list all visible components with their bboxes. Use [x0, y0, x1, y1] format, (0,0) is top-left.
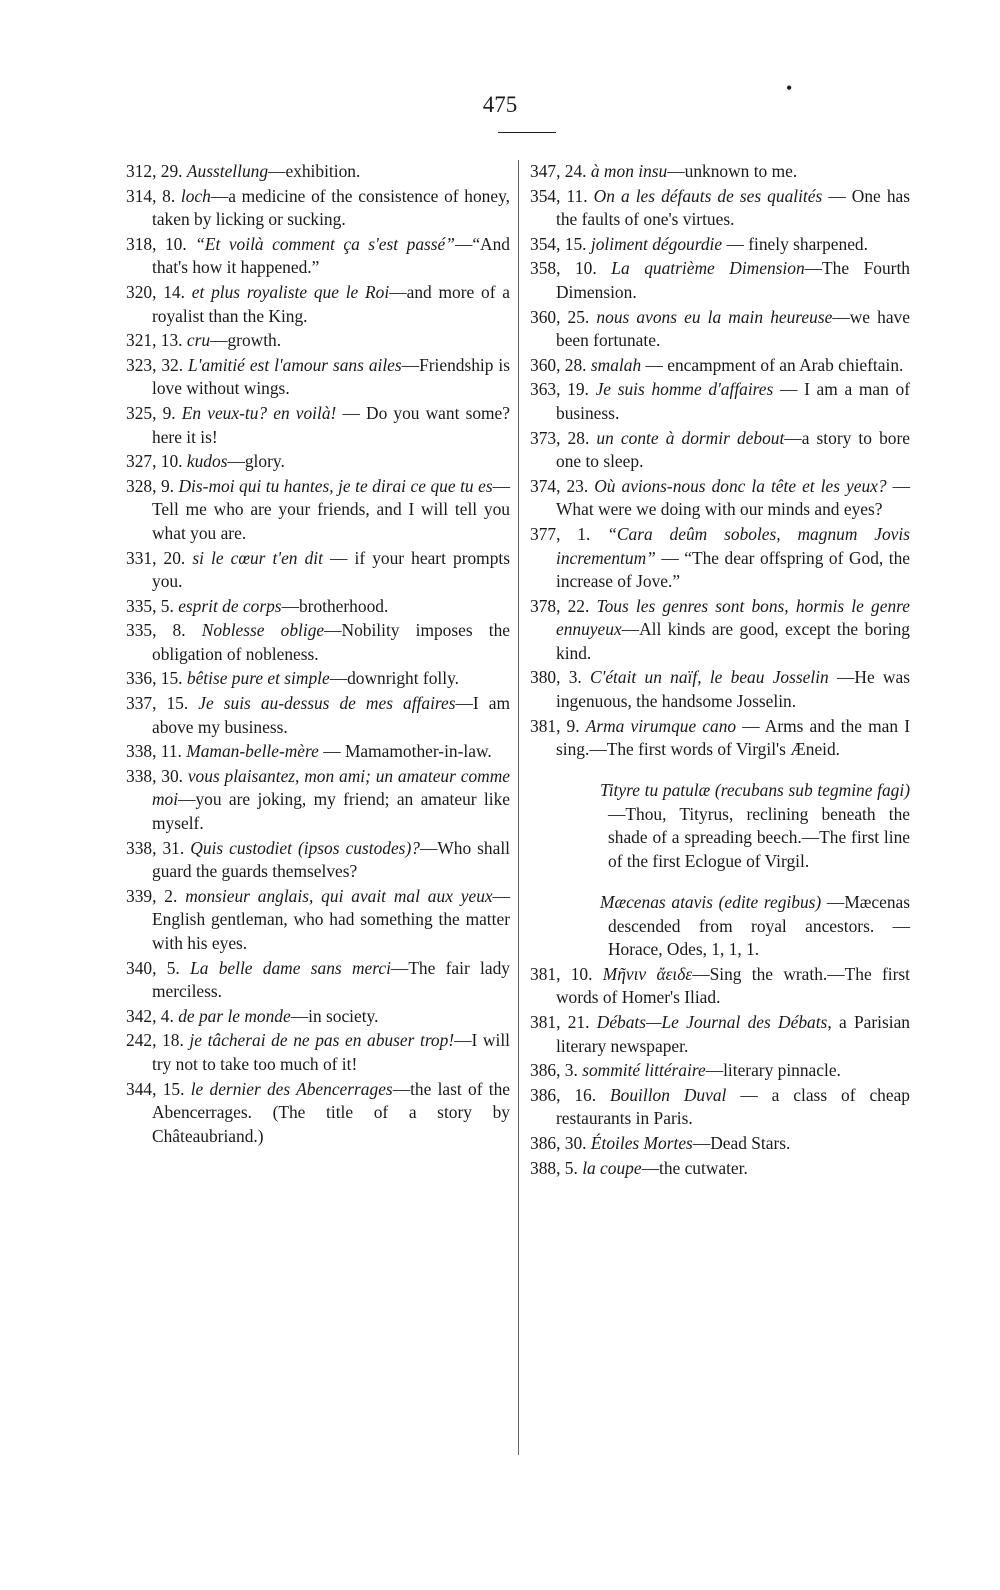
entry-gloss: growth. — [227, 330, 282, 351]
entry-gloss: One has the faults of one's virtues. — [556, 185, 910, 230]
column-divider — [518, 160, 519, 1455]
entry-reference: 347, 24. — [530, 161, 587, 181]
entry-separator: — — [336, 402, 367, 423]
entry-separator: — — [641, 1157, 659, 1178]
entry-reference: 335, 5. — [126, 595, 174, 616]
entry-separator: — — [281, 595, 299, 616]
entry-term: L'amitié est l'amour sans ailes — [188, 354, 402, 375]
entry-separator: — — [454, 1030, 472, 1051]
glossary-entry — [126, 667, 510, 691]
glossary-entry — [530, 257, 910, 304]
entry-separator: — — [178, 789, 196, 810]
entry-reference: 377, 1. — [530, 523, 591, 544]
entry-reference: 381, 10. — [530, 963, 593, 984]
entry-term: C'était un naïf, le beau Josselin — [590, 667, 829, 688]
entry-term: et plus royaliste que le Roi — [191, 281, 390, 302]
entry-reference: 360, 25. — [530, 306, 590, 327]
entry-gloss: we have been fortunate. — [556, 306, 910, 351]
entry-reference: 338, 30. — [126, 765, 183, 786]
entry-term: la coupe — [582, 1157, 642, 1178]
entry-gloss: The Fourth Dimension. — [556, 258, 910, 302]
entry-separator: — — [454, 233, 473, 254]
entry-gloss: the cutwater. — [658, 1157, 748, 1178]
entry-reference: 386, 3. — [530, 1060, 578, 1081]
glossary-entry — [126, 475, 510, 546]
entry-term: un conte à dormir debout — [596, 427, 785, 448]
entry-term: à mon insu — [590, 161, 668, 181]
entry-term: “Cara deûm soboles, magnum Jovis incrementum” — [556, 523, 911, 568]
glossary-entry — [530, 1011, 910, 1058]
entry-gloss: English gentleman, who had something the matter with his eyes. — [152, 909, 510, 953]
entry-gloss: “And that's how it happened.” — [152, 233, 510, 278]
glossary-subentry — [600, 891, 910, 962]
entry-term: Étoiles Mortes — [590, 1132, 693, 1153]
entry-separator: — — [227, 451, 245, 472]
entry-term: smalah — [590, 354, 642, 375]
entry-gloss: a story to bore one to sleep. — [556, 427, 910, 472]
entry-term: nous avons eu la main heureuse — [596, 306, 833, 327]
entry-gloss: The fair lady merciless. — [152, 957, 510, 1002]
glossary-entry — [126, 233, 510, 280]
glossary-entry — [530, 1059, 910, 1083]
entry-separator: — — [268, 161, 286, 181]
glossary-entry — [126, 957, 510, 1004]
entry-reference: 381, 9. — [530, 715, 580, 736]
entry-reference: 321, 13. — [126, 330, 183, 351]
entry-term: le dernier des Abencerrages — [190, 1078, 393, 1099]
entry-separator: — — [210, 185, 229, 206]
glossary-entry — [530, 1084, 910, 1131]
entry-term: En veux-tu? en voilà! — [181, 402, 337, 423]
glossary-entry — [126, 885, 510, 956]
entry-reference: 335, 8. — [126, 620, 186, 641]
entry-term: esprit de corps — [178, 595, 282, 616]
entry-gloss: a class of cheap restaurants in Paris. — [556, 1084, 910, 1129]
entry-term: Je suis au-dessus de mes affaires — [198, 693, 456, 714]
glossary-entry — [530, 666, 910, 713]
entry-separator: — — [392, 1078, 411, 1099]
entry-separator: — — [828, 667, 855, 688]
entry-gloss: encampment of an Arab chieftain. — [667, 354, 904, 375]
glossary-entry — [530, 1157, 910, 1181]
entry-reference: 354, 15. — [530, 233, 587, 254]
entry-separator: — — [667, 161, 685, 181]
entry-reference: 320, 14. — [126, 281, 185, 302]
glossary-entry — [126, 547, 510, 594]
glossary-entry — [126, 837, 510, 884]
entry-reference: 344, 15. — [126, 1078, 185, 1099]
entry-gloss: in society. — [308, 1005, 379, 1026]
entry-reference: 337, 15. — [126, 693, 189, 714]
entry-term: de par le monde — [178, 1005, 291, 1026]
entry-gloss: Arms and the man I sing.—The first words of Virgil's Æneid. — [556, 715, 910, 760]
entry-separator: — — [492, 475, 510, 496]
glossary-entry — [126, 619, 510, 666]
entry-reference: 331, 20. — [126, 547, 186, 568]
glossary-entry — [126, 185, 510, 232]
entry-gloss: Nobility imposes the obligation of nobleness. — [152, 620, 510, 664]
glossary-entry — [126, 1029, 510, 1076]
glossary-entry — [126, 281, 510, 328]
entry-reference: 342, 4. — [126, 1005, 174, 1026]
entry-term: loch — [180, 185, 211, 206]
entry-term: monsieur anglais, qui avait mal aux yeux — [185, 885, 493, 906]
entry-term: Μῆνιν ἄειδε — [602, 963, 693, 984]
entry-gloss: Mamamother-in-law. — [344, 741, 492, 762]
entry-gloss: unknown to me. — [684, 161, 798, 181]
glossary-entry — [530, 523, 910, 594]
glossary-entry — [530, 475, 910, 522]
entry-reference: 325, 9. — [126, 402, 176, 423]
entry-separator: — — [401, 354, 420, 375]
entry-term: si le cœur t'en dit — [192, 547, 323, 568]
glossary-entry — [126, 160, 510, 184]
entry-separator: — — [705, 1060, 724, 1081]
entry-separator: — — [736, 715, 765, 736]
entry-term: kudos — [186, 451, 228, 472]
entry-gloss: Friendship is love without wings. — [152, 354, 510, 399]
entry-separator: — — [784, 427, 802, 448]
entry-reference: 242, 18. — [126, 1030, 184, 1051]
entry-separator: — — [419, 837, 438, 858]
entry-gloss: I am a man of business. — [556, 379, 911, 423]
entry-gloss: He was ingenuous, the handsome Josselin. — [556, 667, 910, 712]
entry-separator: — — [621, 619, 640, 640]
glossary-entry — [530, 233, 910, 257]
entry-reference: 374, 23. — [530, 475, 589, 496]
entry-term: Bouillon Duval — [610, 1084, 727, 1105]
glossary-entry — [126, 692, 510, 739]
entry-gloss: I will try not to take too much of it! — [152, 1030, 510, 1074]
entry-reference: 336, 15. — [126, 668, 183, 689]
right-column — [530, 160, 910, 1181]
glossary-entry — [126, 1005, 510, 1029]
glossary-entry — [530, 963, 910, 1010]
entry-reference: 340, 5. — [126, 957, 180, 978]
glossary-entry — [530, 185, 910, 232]
entry-separator: — — [210, 330, 228, 351]
entry-separator: — — [322, 547, 355, 568]
ink-speck: • — [786, 78, 793, 98]
entry-separator: — — [692, 963, 710, 984]
entry-reference: 388, 5. — [530, 1157, 578, 1178]
entry-separator: — — [390, 957, 409, 978]
entry-gloss: Dead Stars. — [710, 1132, 791, 1153]
glossary-entry — [530, 160, 910, 184]
entry-separator: — — [329, 668, 348, 689]
entry-term: je tâcherai de ne pas en abuser trop! — [189, 1030, 455, 1051]
glossary-entry — [126, 402, 510, 449]
glossary-entry — [126, 329, 510, 353]
entry-gloss: Sing the wrath.—The first words of Homer's Iliad. — [556, 963, 910, 1008]
glossary-subentry — [600, 779, 910, 873]
header-rule — [498, 132, 556, 133]
entry-gloss: All kinds are good, except the boring kind. — [556, 619, 910, 663]
entry-term: Dis-moi qui tu hantes, je te dirai ce que tu es — [178, 475, 493, 496]
entry-separator: — — [389, 281, 407, 302]
left-column — [126, 160, 510, 1149]
glossary-entry — [126, 1078, 510, 1149]
glossary-entry — [126, 354, 510, 401]
glossary-entry — [126, 595, 510, 619]
entry-gloss: finely sharpened. — [748, 233, 868, 254]
entry-separator: — — [832, 306, 850, 327]
entry-term: Quis custodiet (ipsos custodes)? — [190, 837, 420, 858]
entry-gloss: downright folly. — [347, 668, 459, 689]
entry-separator: — — [722, 233, 749, 254]
glossary-entry — [126, 740, 510, 764]
entry-term: Tous les genres sont bons, hormis le genre ennuyeux — [556, 595, 910, 640]
entry-reference: 312, 29. — [126, 161, 183, 181]
entry-term: cru — [186, 330, 211, 351]
glossary-entry — [530, 427, 910, 474]
entry-reference: 381, 21. — [530, 1011, 590, 1032]
entry-separator: — — [804, 258, 823, 279]
entry-reference: 339, 2. — [126, 885, 178, 906]
entry-gloss: a medicine of the consistence of honey, taken by licking or sucking. — [152, 185, 510, 230]
entry-separator: — — [655, 547, 685, 568]
page-number: 475 — [482, 92, 518, 117]
entry-separator: — — [773, 379, 805, 400]
entry-gloss: if your heart prompts you. — [152, 547, 510, 592]
entry-reference: 380, 3. — [530, 667, 582, 688]
glossary-entry — [530, 1132, 910, 1156]
entry-term: Arma virumque cano — [585, 715, 737, 736]
entry-term: Je suis homme d'affaires — [595, 379, 774, 400]
glossary-entry — [126, 450, 510, 474]
entry-term: Maman-belle-mère — [186, 741, 319, 762]
entry-reference: 338, 11. — [126, 741, 182, 762]
entry-gloss: Do you want some? here it is! — [152, 402, 510, 447]
entry-separator: — — [492, 885, 510, 906]
entry-term: Noblesse oblige — [201, 620, 325, 641]
entry-reference: 327, 10. — [126, 451, 183, 472]
entry-gloss: the last of the Abencerrages. (The title of a story by Châteaubriand.) — [152, 1078, 510, 1146]
entry-separator: — — [318, 741, 345, 762]
entry-separator: — — [886, 475, 910, 496]
entry-term: joliment dégourdie — [590, 233, 723, 254]
entry-term: bêtise pure et simple — [186, 668, 330, 689]
subentry-separator: — — [821, 892, 845, 912]
entry-reference: 386, 16. — [530, 1084, 597, 1105]
entry-gloss: glory. — [244, 451, 285, 472]
entry-reference: 323, 32. — [126, 354, 184, 375]
entry-separator: , — [827, 1011, 839, 1032]
entry-term: “Et voilà comment ça s'est passé” — [195, 233, 455, 254]
entry-reference: 318, 10. — [126, 233, 187, 254]
glossary-entry — [530, 306, 910, 353]
entry-reference: 386, 30. — [530, 1132, 587, 1153]
subentry-gloss: Mæcenas descended from royal ancestors. — Horace, Odes, 1, 1, 1. — [608, 892, 910, 960]
glossary-entry — [530, 595, 910, 666]
entry-separator: — — [641, 354, 668, 375]
entry-gloss: “The dear offspring of God, the increase of Jove.” — [556, 547, 911, 592]
entry-gloss: literary pinnacle. — [723, 1060, 841, 1081]
entry-term: On a les défauts de ses qualités — [593, 185, 823, 206]
entry-gloss: exhibition. — [285, 161, 361, 181]
entry-reference: 363, 19. — [530, 379, 589, 400]
entry-gloss: What were we doing with our minds and eyes? — [556, 499, 883, 520]
entry-term: vous plaisantez, mon ami; un amateur comme moi — [152, 765, 510, 810]
entry-gloss: you are joking, my friend; an amateur like myself. — [152, 789, 510, 834]
entry-separator: — — [822, 185, 852, 206]
entry-separator: — — [324, 620, 342, 641]
entry-separator: — — [455, 693, 473, 714]
entry-term: Où avions-nous donc la tête et les yeux? — [594, 475, 887, 496]
entry-gloss: I am above my business. — [152, 693, 510, 737]
entry-gloss: Who shall guard the guards themselves? — [152, 837, 511, 882]
entry-gloss: Tell me who are your friends, and I will tell you what you are. — [152, 499, 510, 543]
subentry-term: Tityre tu patulæ (recubans sub tegmine fagi) — [600, 780, 910, 801]
entry-reference: 358, 10. — [530, 258, 597, 279]
entry-term: La quatrième Dimension — [611, 258, 805, 279]
glossary-entry — [530, 378, 910, 425]
subentry-term: Mæcenas atavis (edite regibus) — [600, 892, 822, 912]
entry-separator: — — [726, 1084, 772, 1105]
entry-term: sommité littéraire — [582, 1060, 706, 1081]
entry-term: Débats—Le Journal des Débats — [596, 1011, 828, 1032]
entry-reference: 373, 28. — [530, 427, 590, 448]
entry-reference: 354, 11. — [530, 185, 588, 206]
entry-term: La belle dame sans merci — [190, 957, 391, 978]
entry-separator: — — [692, 1132, 711, 1153]
entry-reference: 314, 8. — [126, 185, 176, 206]
entry-gloss: brotherhood. — [298, 595, 389, 616]
subentry-separator: — — [608, 803, 626, 824]
glossary-entry — [530, 354, 910, 378]
entry-reference: 338, 31. — [126, 837, 185, 858]
entry-gloss: a Parisian literary newspaper. — [556, 1011, 910, 1056]
entry-term: Ausstellung — [186, 161, 269, 181]
entry-gloss: and more of a royalist than the King. — [152, 281, 510, 326]
entry-reference: 328, 9. — [126, 475, 174, 496]
entry-reference: 378, 22. — [530, 595, 590, 616]
glossary-entry — [530, 715, 910, 762]
entry-reference: 360, 28. — [530, 354, 587, 375]
subentry-gloss: Thou, Tityrus, reclining beneath the shade of a spreading beech.—The first line of the first Eclogue of Virgil. — [608, 803, 910, 872]
entry-separator: — — [290, 1005, 309, 1026]
glossary-entry — [126, 765, 510, 836]
